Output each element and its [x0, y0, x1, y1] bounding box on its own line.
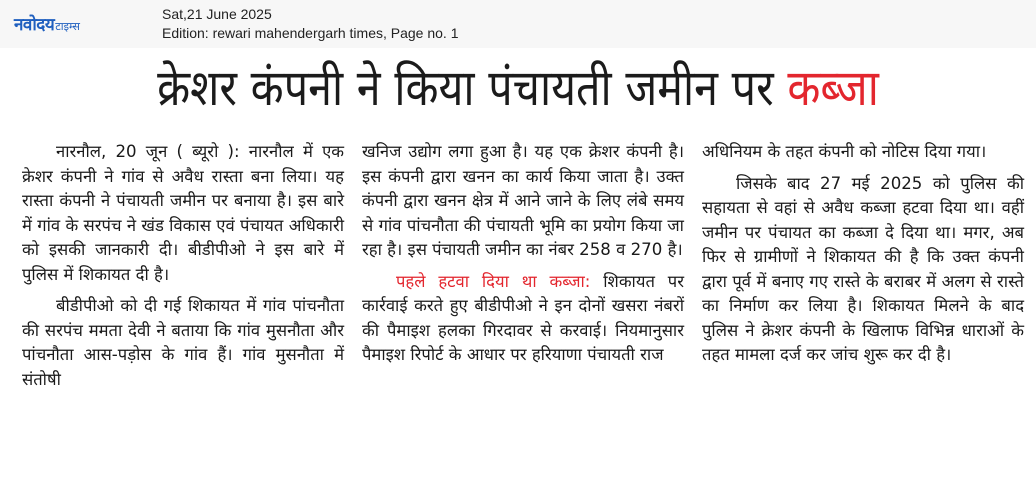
article-column-2 [362, 140, 684, 392]
subheading-text: शिकायत पर कार्रवाई करते हुए बीडीपीओ ने इन दोनों खसरा नंबरों की पैमाइश हलका गिरदावर से करवाई। नियमानुसार पैमाइश रिपोर्ट के आधार पर हरियाणा पंचायती राज [362, 271, 684, 364]
newspaper-logo[interactable] [14, 12, 80, 35]
logo-main-text: नवोदय [14, 15, 55, 35]
paragraph: बीडीपीओ को दी गई शिकायत में गांव पांचनौता की सरपंच ममता देवी ने बताया कि गांव मुसनौता और पांचनौता आस-पड़ोस के गांव हैं। गांव मुसनौता में संतोषी [22, 296, 344, 389]
article-column-3 [702, 140, 1024, 392]
logo-sub-text: टाइम्स [55, 20, 80, 33]
article-headline [73, 56, 964, 120]
edition-meta [162, 5, 459, 43]
publication-date: Sat,21 June 2025 [162, 6, 272, 22]
paragraph: नारनौल, 20 जून ( ब्यूरो ): नारनौल में एक क्रेशर कंपनी ने गांव से अवैध रास्ता बना लिया। यह रास्ता कंपनी ने पंचायती जमीन पर बनाया है। इस बारे में गांव के सरपंच ने खंड विकास एवं पंचायत अधिकारी को इसकी जानकारी दी। बीडीपीओ ने इस बारे में पुलिस में शिकायत दी है। [22, 142, 344, 284]
article-body [22, 140, 1032, 392]
subheading: पहले हटवा दिया था कब्जा: [396, 271, 591, 291]
article-column-1 [22, 140, 344, 392]
headline-highlight: कब्जा [787, 59, 879, 117]
paragraph: अधिनियम के तहत कंपनी को नोटिस दिया गया। [702, 142, 987, 161]
paragraph: जिसके बाद 27 मई 2025 को पुलिस की सहायता से वहां से अवैध कब्जा हटवा दिया था। वहीं जमीन पर पंचायत का कब्जा दे दिया था। मगर, अब फिर से ग्रामीणों ने शिकायत की है कि उक्त कंपनी द्वारा पूर्व में बनाए गए रास्ते के बराबर में अलग से रास्ते का निर्माण कर लिया है। शिकायत मिलने के बाद पुलिस ने क्रेशर कंपनी के खिलाफ विभिन्न धाराओं के तहत मामला दर्ज कर जांच शुरू कर दी है। [702, 173, 1024, 364]
headline-main: क्रेशर कंपनी ने किया पंचायती जमीन पर [157, 59, 788, 117]
paragraph: खनिज उद्योग लगा हुआ है। यह एक क्रेशर कंपनी है। इस कंपनी द्वारा खनन का कार्य किया जाता है। उक्त कंपनी द्वारा खनन क्षेत्र में आने जाने के लिए लंबे समय से गांव पांचनौता की पंचायती भूमि का प्रयोग किया जा रहा है। इस पंचायती जमीन का नंबर 258 व 270 है। [362, 142, 684, 259]
paragraph-with-subhead [362, 270, 684, 368]
page-header [0, 0, 1036, 48]
edition-info: Edition: rewari mahendergarh times, Page no. 1 [162, 25, 459, 41]
